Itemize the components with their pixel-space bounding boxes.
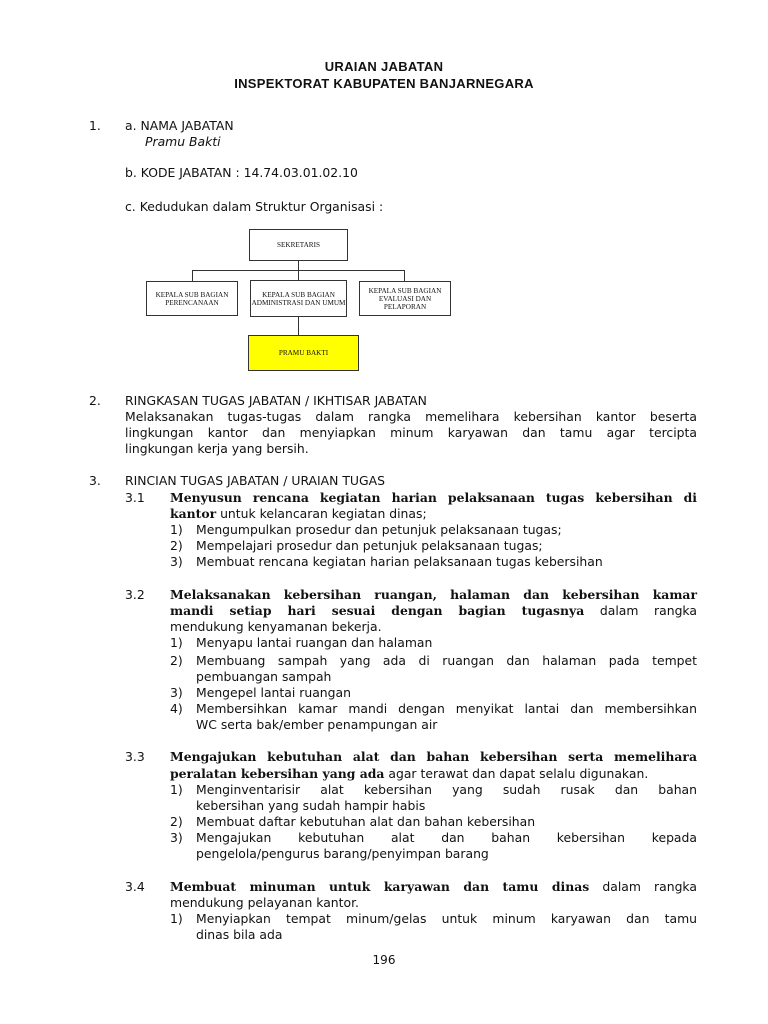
- subtask: Membuat daftar kebutuhan alat dan bahan kebersihan: [196, 814, 536, 829]
- section-3-number: 3.: [89, 473, 101, 488]
- page-number: 196: [372, 953, 396, 967]
- section-3-heading: RINCIAN TUGAS JABATAN / URAIAN TUGAS: [125, 473, 385, 488]
- subtask-number: 1): [170, 782, 183, 797]
- subtask-number: 3): [170, 830, 183, 845]
- subtask: Mengumpulkan prosedur dan petunjuk pelaksanaan tugas;: [196, 522, 562, 537]
- subtask-number: 1): [170, 911, 183, 926]
- subtask-number: 2): [170, 814, 183, 829]
- org-connector: [298, 317, 299, 336]
- document-subtitle: INSPEKTORAT KABUPATEN BANJARNEGARA: [234, 76, 534, 91]
- subtask-cont: WC serta bak/ember penampungan air: [196, 717, 438, 732]
- subtask-number: 2): [170, 653, 183, 668]
- task-number: 3.1: [125, 490, 145, 505]
- task-description: mendukung kenyamanan bekerja.: [170, 619, 382, 634]
- org-box-evaluasi-pelaporan: KEPALA SUB BAGIAN EVALUASI DAN PELAPORAN: [359, 281, 451, 316]
- org-box-sekretaris: SEKRETARIS: [249, 229, 348, 261]
- task-number: 3.4: [125, 879, 145, 894]
- org-connector: [298, 270, 299, 280]
- section-1-number: 1.: [89, 118, 101, 133]
- task-heading: Mengajukan kebutuhan alat dan bahan kebersihan serta memelihara: [170, 749, 697, 764]
- subtask-cont: pengelola/pengurus barang/penyimpan barang: [196, 846, 489, 861]
- task-heading-cont: peralatan kebersihan yang ada agar terawat dan dapat selalu digunakan.: [170, 766, 649, 781]
- org-connector: [404, 270, 405, 281]
- subtask: Menyiapkan tempat minum/gelas untuk minum karyawan dan tamu: [196, 911, 697, 926]
- org-box-administrasi-umum: KEPALA SUB BAGIAN ADMINISTRASI DAN UMUM: [250, 280, 347, 317]
- summary-line: lingkungan kantor dan menyiapkan minum karyawan dan tamu agar tercipta: [125, 425, 697, 440]
- subtask: Membersihkan kamar mandi dengan menyikat lantai dan membersihkan: [196, 701, 697, 716]
- subtask-number: 1): [170, 522, 183, 537]
- task-number: 3.3: [125, 749, 145, 764]
- nama-jabatan-label: a. NAMA JABATAN: [125, 118, 234, 133]
- subtask-number: 3): [170, 685, 183, 700]
- subtask: Membuang sampah yang ada di ruangan dan halaman pada tempet: [196, 653, 697, 668]
- task-heading: Menyusun rencana kegiatan harian pelaksanaan tugas kebersihan di: [170, 490, 697, 505]
- org-box-pramu-bakti: PRAMU BAKTI: [248, 335, 359, 371]
- task-heading: Membuat minuman untuk karyawan dan tamu dinas dalam rangka: [170, 879, 697, 894]
- task-heading: Melaksanakan kebersihan ruangan, halaman dan kebersihan kamar: [170, 587, 697, 602]
- org-connector: [192, 270, 193, 281]
- subtask-cont: kebersihan yang sudah hampir habis: [196, 798, 426, 813]
- subtask: Mempelajari prosedur dan petunjuk pelaksanaan tugas;: [196, 538, 543, 553]
- subtask: Mengajukan kebutuhan alat dan bahan kebersihan kepada: [196, 830, 697, 845]
- task-heading-cont: mandi setiap hari sesuai dengan bagian tugasnya dalam rangka: [170, 603, 697, 618]
- nama-jabatan-value: Pramu Bakti: [145, 134, 221, 149]
- kedudukan-label: c. Kedudukan dalam Struktur Organisasi :: [125, 199, 384, 214]
- subtask-number: 4): [170, 701, 183, 716]
- subtask-number: 2): [170, 538, 183, 553]
- subtask: Menginventarisir alat kebersihan yang sudah rusak dan bahan: [196, 782, 697, 797]
- subtask-number: 3): [170, 554, 183, 569]
- summary-line: lingkungan kerja yang bersih.: [125, 441, 309, 456]
- task-description: mendukung pelayanan kantor.: [170, 895, 359, 910]
- subtask-cont: dinas bila ada: [196, 927, 283, 942]
- section-2-number: 2.: [89, 393, 101, 408]
- subtask: Mengepel lantai ruangan: [196, 685, 351, 700]
- org-box-perencanaan: KEPALA SUB BAGIAN PERENCANAAN: [146, 281, 238, 316]
- task-number: 3.2: [125, 587, 145, 602]
- subtask: Membuat rencana kegiatan harian pelaksanaan tugas kebersihan: [196, 554, 603, 569]
- kode-jabatan: b. KODE JABATAN : 14.74.03.01.02.10: [125, 165, 358, 180]
- subtask: Menyapu lantai ruangan dan halaman: [196, 635, 433, 650]
- section-2-heading: RINGKASAN TUGAS JABATAN / IKHTISAR JABATAN: [125, 393, 427, 408]
- summary-line: Melaksanakan tugas-tugas dalam rangka memelihara kebersihan kantor beserta: [125, 409, 697, 424]
- task-heading-cont: kantor untuk kelancaran kegiatan dinas;: [170, 506, 427, 521]
- document-title: URAIAN JABATAN: [324, 59, 444, 74]
- subtask-cont: pembuangan sampah: [196, 669, 332, 684]
- subtask-number: 1): [170, 635, 183, 650]
